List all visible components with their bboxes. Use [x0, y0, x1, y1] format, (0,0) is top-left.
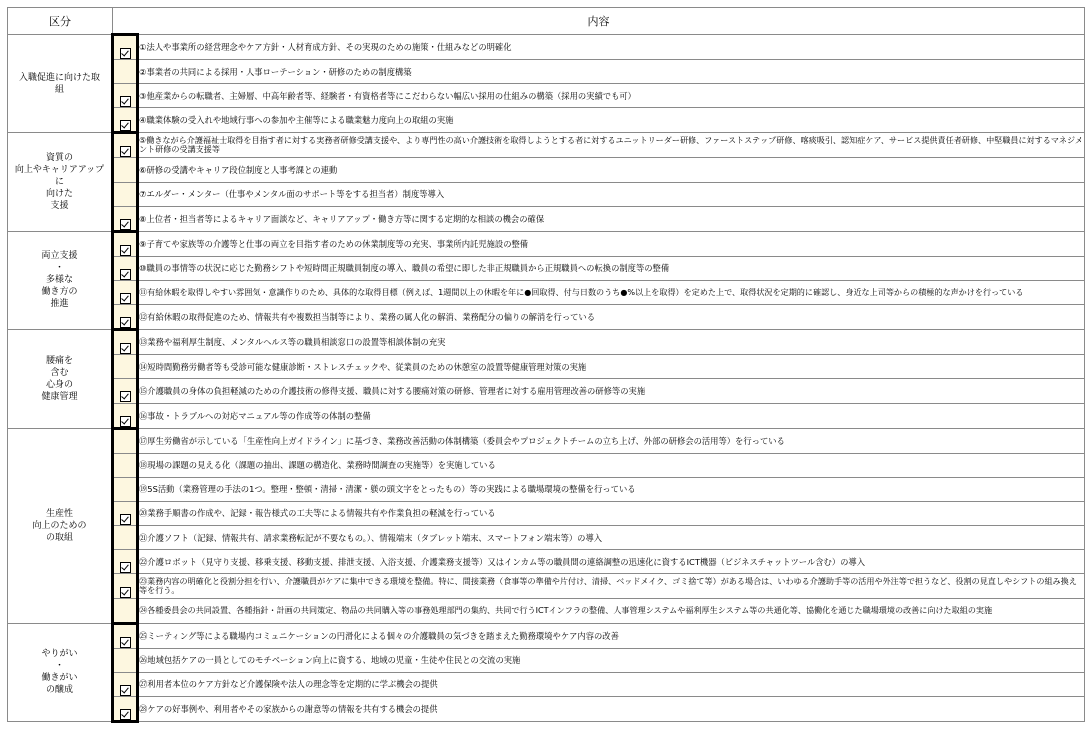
checkbox-checked-icon[interactable] — [120, 96, 131, 107]
category-label: 腰痛を 含む 心身の 健康管理 — [8, 330, 113, 428]
item-text: ㉑介護ソフト（記録、情報共有、請求業務転記が不要なもの。）、情報端末（タブレット端末、スマートフォン端末等）の導入 — [138, 526, 1085, 550]
checkbox-checked-icon[interactable] — [120, 562, 131, 573]
table-row — [8, 158, 1085, 182]
item-text: ㉘ケアの好事例や、利用者やその家族からの謝意等の情報を共有する機会の提供 — [138, 697, 1085, 722]
item-text: ⑧上位者・担当者等によるキャリア面談など、キャリアアップ・働き方等に関する定期的な相談の機会の確保 — [138, 206, 1085, 231]
category-label: 資質の 向上やキャリアアップ に 向けた 支援 — [8, 133, 113, 231]
item-text: ⑤働きながら介護福祉士取得を目指す者に対する実務者研修受講支援や、より専門性の高い介護技術を取得しようとする者に対するユニットリーダー研修、ファーストステップ研修、喀痰吸引、認知症ケア、サービス提供責任者研修、中堅職員に対するマネジメント研修の受講支援等 — [138, 133, 1085, 158]
item-text: ⑨子育てや家族等の介護等と仕事の両立を目指す者のための休業制度等の充実、事業所内託児施設の整備 — [138, 231, 1085, 256]
table-row — [8, 428, 1085, 453]
item-text: ⑲5S活動（業務管理の手法の1つ。整理・整頓・清掃・清潔・躾の頭文字をとったもの）等の実践による職場環境の整備を行っている — [138, 477, 1085, 501]
item-text: ㉓業務内容の明確化と役割分担を行い、介護職員がケアに集中できる環境を整備。特に、間接業務（食事等の準備や片付け、清掃、ベッドメイク、ゴミ捨て等）がある場合は、いわゆる介護助手等の活用や外注等で担うなど、役割の見直しやシフトの組み換え等を行う。 — [138, 574, 1085, 598]
table-row — [8, 330, 1085, 355]
checkbox-checked-icon[interactable] — [120, 391, 131, 402]
header-content: 内容 — [113, 8, 1085, 35]
checkbox-cell — [113, 158, 138, 182]
table-row — [8, 108, 1085, 133]
table-row — [8, 280, 1085, 304]
table-row — [8, 574, 1085, 598]
checkbox-cell — [113, 501, 138, 525]
checkbox-checked-icon[interactable] — [120, 709, 131, 720]
table-row — [8, 206, 1085, 231]
category-label: 生産性 向上のための の取組 — [8, 428, 113, 623]
item-text: ⑦エルダー・メンター（仕事やメンタル面のサポート等をする担当者）制度等導入 — [138, 182, 1085, 206]
table-row — [8, 379, 1085, 403]
table-row — [8, 182, 1085, 206]
item-text: ⑪有給休暇を取得しやすい雰囲気・意識作りのため、具体的な取得目標（例えば、1週間以上の休暇を年に●回取得、付与日数のうち●%以上を取得）を定めた上で、取得状況を定期的に確認し、身近な上司等からの積極的な声かけを行っている — [138, 280, 1085, 304]
item-text: ⑫有給休暇の取得促進のため、情報共有や複数担当制等により、業務の属人化の解消、業務配分の偏りの解消を行っている — [138, 305, 1085, 330]
category-label: 両立支援 ・ 多様な 働き方の 推進 — [8, 231, 113, 329]
table-row — [8, 526, 1085, 550]
requirements-table — [7, 7, 1085, 723]
checkbox-checked-icon[interactable] — [120, 269, 131, 280]
table-row — [8, 501, 1085, 525]
checkbox-cell — [113, 403, 138, 428]
table-row — [8, 60, 1085, 84]
item-text: ㉕ミーティング等による職場内コミュニケーションの円滑化による個々の介護職員の気づきを踏まえた勤務環境やケア内容の改善 — [138, 623, 1085, 648]
table-row — [8, 623, 1085, 648]
checkbox-cell — [113, 206, 138, 231]
checkbox-cell — [113, 379, 138, 403]
checkbox-checked-icon[interactable] — [120, 685, 131, 696]
checkbox-cell — [113, 330, 138, 355]
item-text: ㉗利用者本位のケア方針など介護保険や法人の理念等を定期的に学ぶ機会の提供 — [138, 672, 1085, 696]
checkbox-cell — [113, 672, 138, 696]
table-row — [8, 355, 1085, 379]
item-text: ⑮介護職員の身体の負担軽減のための介護技術の修得支援、職員に対する腰痛対策の研修、管理者に対する雇用管理改善の研修等の実施 — [138, 379, 1085, 403]
checkbox-checked-icon[interactable] — [120, 219, 131, 230]
table-row — [8, 133, 1085, 158]
checkbox-cell — [113, 697, 138, 722]
item-text: ⑬業務や福利厚生制度、メンタルヘルス等の職員相談窓口の設置等相談体制の充実 — [138, 330, 1085, 355]
item-text: ⑰厚生労働省が示している「生産性向上ガイドライン」に基づき、業務改善活動の体制構築（委員会やプロジェクトチームの立ち上げ、外部の研修会の活用等）を行っている — [138, 428, 1085, 453]
checkbox-cell — [113, 60, 138, 84]
checkbox-cell — [113, 231, 138, 256]
checkbox-checked-icon[interactable] — [120, 587, 131, 598]
item-text: ⑩職員の事情等の状況に応じた勤務シフトや短時間正規職員制度の導入、職員の希望に即した非正規職員から正規職員への転換の制度等の整備 — [138, 256, 1085, 280]
table-row — [8, 231, 1085, 256]
checkbox-checked-icon[interactable] — [120, 317, 131, 328]
table-row — [8, 672, 1085, 696]
table-row — [8, 648, 1085, 672]
item-text: ⑱現場の課題の見える化（課題の抽出、課題の構造化、業務時間調査の実施等）を実施している — [138, 453, 1085, 477]
checkbox-checked-icon[interactable] — [120, 293, 131, 304]
checkbox-checked-icon[interactable] — [120, 637, 131, 648]
header-category: 区分 — [8, 8, 113, 35]
item-text: ①法人や事業所の経営理念やケア方針・人材育成方針、その実現のための施策・仕組みなどの明確化 — [138, 35, 1085, 60]
checkbox-cell — [113, 550, 138, 574]
checkbox-checked-icon[interactable] — [120, 146, 131, 157]
item-text: ㉖地域包括ケアの一員としてのモチベーション向上に資する、地域の児童・生徒や住民との交流の実施 — [138, 648, 1085, 672]
item-text: ②事業者の共同による採用・人事ローテーション・研修のための制度構築 — [138, 60, 1085, 84]
checkbox-cell — [113, 84, 138, 108]
checkbox-cell — [113, 305, 138, 330]
item-text: ⑳業務手順書の作成や、記録・報告様式の工夫等による情報共有や作業負担の軽減を行っている — [138, 501, 1085, 525]
item-text: ㉔各種委員会の共同設置、各種指針・計画の共同策定、物品の共同購入等の事務処理部門の集約、共同で行うICTインフラの整備、人事管理システムや福利厚生システム等の共通化等、協働化を通じた職場環境の改善に向けた取組の実施 — [138, 598, 1085, 623]
category-label: 入職促進に向けた取 組 — [8, 35, 113, 133]
checkbox-cell — [113, 108, 138, 133]
item-text: ④職業体験の受入れや地域行事への参加や主催等による職業魅力度向上の取組の実施 — [138, 108, 1085, 133]
table-row — [8, 598, 1085, 623]
table-row — [8, 550, 1085, 574]
item-text: ⑯事故・トラブルへの対応マニュアル等の作成等の体制の整備 — [138, 403, 1085, 428]
table-row — [8, 305, 1085, 330]
checkbox-checked-icon[interactable] — [120, 48, 131, 59]
checkbox-cell — [113, 526, 138, 550]
checkbox-cell — [113, 428, 138, 453]
checkbox-cell — [113, 598, 138, 623]
table-row — [8, 35, 1085, 60]
checkbox-cell — [113, 453, 138, 477]
checkbox-checked-icon[interactable] — [120, 343, 131, 354]
checkbox-cell — [113, 477, 138, 501]
table-row — [8, 453, 1085, 477]
item-text: ③他産業からの転職者、主婦層、中高年齢者等、経験者・有資格者等にこだわらない幅広い採用の仕組みの構築（採用の実績でも可） — [138, 84, 1085, 108]
checkbox-cell — [113, 574, 138, 598]
checkbox-cell — [113, 648, 138, 672]
table-row — [8, 256, 1085, 280]
table-row — [8, 403, 1085, 428]
item-text: ⑭短時間勤務労働者等も受診可能な健康診断・ストレスチェックや、従業員のための休憩室の設置等健康管理対策の実施 — [138, 355, 1085, 379]
item-text: ㉒介護ロボット（見守り支援、移乗支援、移動支援、排泄支援、入浴支援、介護業務支援等）又はインカム等の職員間の連絡調整の迅速化に資するICT機器（ビジネスチャットツール含む）の導入 — [138, 550, 1085, 574]
checkbox-checked-icon[interactable] — [120, 416, 131, 427]
table-row — [8, 477, 1085, 501]
table-row — [8, 84, 1085, 108]
checkbox-cell — [113, 623, 138, 648]
category-label: やりがい ・ 働きがい の醸成 — [8, 623, 113, 721]
checkbox-cell — [113, 182, 138, 206]
item-text: ⑥研修の受講やキャリア段位制度と人事考課との連動 — [138, 158, 1085, 182]
checkbox-cell — [113, 133, 138, 158]
checkbox-checked-icon[interactable] — [120, 514, 131, 525]
table-row — [8, 697, 1085, 722]
checkbox-cell — [113, 256, 138, 280]
checkbox-checked-icon[interactable] — [120, 120, 131, 131]
checkbox-cell — [113, 280, 138, 304]
checkbox-cell — [113, 355, 138, 379]
checkbox-cell — [113, 35, 138, 60]
checkbox-checked-icon[interactable] — [120, 245, 131, 256]
